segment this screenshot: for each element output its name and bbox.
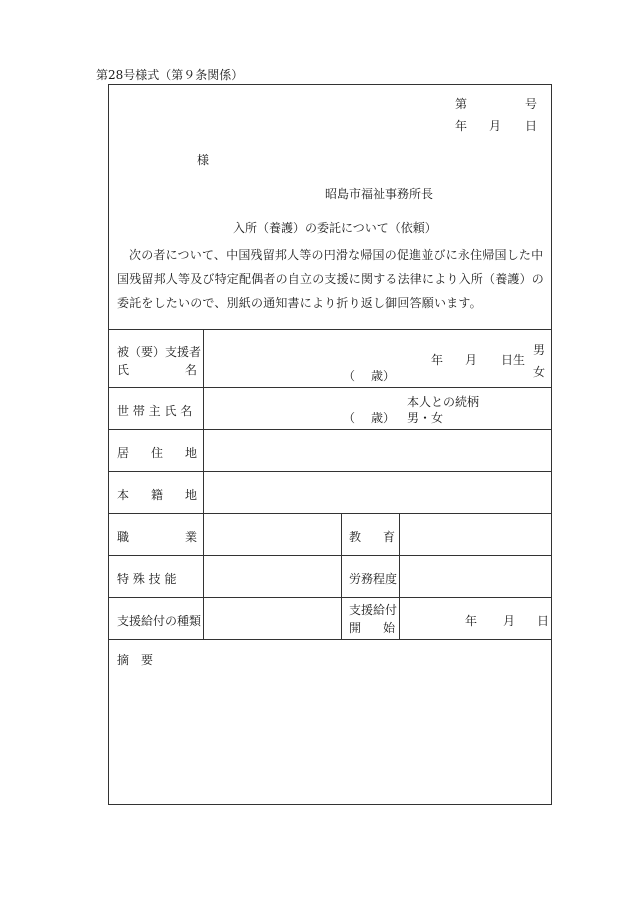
name-label-char: 氏 [117,363,130,377]
education-char: 教 [349,530,362,544]
age-close: 歳） [371,369,396,383]
benefit-start-label: 支援給付 [349,603,398,617]
start-month: 月 [503,614,516,628]
applicant-label: 被（要）支援者 [117,345,202,359]
row-divider [109,597,551,598]
benefit-type-label: 支援給付の種類 [117,614,202,628]
domicile-char: 本 [117,488,130,502]
residence-label [117,444,197,461]
middle-column-divider [399,513,400,639]
table-top-line [109,329,551,330]
row-divider [109,639,551,640]
row-divider [109,429,551,430]
addressee-honorific: 様 [197,153,210,167]
birth-day-born: 日生 [501,353,526,367]
household-sex: 男・女 [407,411,444,425]
name-label-char: 名 [184,363,197,377]
sender-name: 昭島市福祉事務所長 [325,187,434,201]
body-text: 次の者について、中国残留邦人等の円滑な帰国の促進並びに永住帰国した中国残留邦人等及び特定配偶者の自立の支援に関する法律により入所（養護）の委託をしたいので、別紙の通知書により折り返し御回答願います。 [117,248,545,310]
work-level-label: 労務程度 [349,572,398,586]
education-label [349,528,395,545]
benefit-start-char: 開 [349,621,362,635]
residence-char: 住 [150,446,163,460]
sex-female: 女 [533,365,546,379]
domicile-char: 籍 [150,488,163,502]
date-year: 年 [455,119,468,133]
age-open: （ [343,369,356,383]
domicile-label [117,486,197,503]
request-form [108,84,552,805]
middle-column-divider [341,513,342,639]
occupation-char: 職 [117,530,130,544]
doc-number-suffix: 号 [525,97,538,111]
birth-month: 月 [465,353,478,367]
sex-male: 男 [533,343,546,357]
start-year: 年 [465,614,478,628]
label-column-divider [203,329,204,639]
birth-year: 年 [431,353,444,367]
residence-char: 地 [184,446,197,460]
residence-char: 居 [117,446,130,460]
doc-number-prefix: 第 [455,97,468,111]
document-title: 入所（養護）の委託について（依頼） [233,221,437,235]
date-month: 月 [489,119,502,133]
special-skills-label: 特 殊 技 能 [117,572,177,586]
start-day: 日 [537,614,550,628]
benefit-start-char: 始 [382,621,395,635]
remarks-label: 摘 要 [117,653,154,667]
household-age-open: （ [343,411,356,425]
household-age-close: 歳） [371,411,396,425]
date-day: 日 [525,119,538,133]
benefit-start-label-2 [349,619,395,636]
row-divider [109,471,551,472]
row-divider [109,387,551,388]
education-char: 育 [382,530,395,544]
applicant-name-label [117,361,197,378]
relation-label: 本人との続柄 [407,395,480,409]
household-head-label: 世 帯 主 氏 名 [117,404,193,418]
occupation-char: 業 [184,530,197,544]
form-number: 第28号様式（第９条関係） [96,68,244,82]
occupation-label [117,528,197,545]
row-divider [109,513,551,514]
row-divider [109,555,551,556]
domicile-char: 地 [184,488,197,502]
